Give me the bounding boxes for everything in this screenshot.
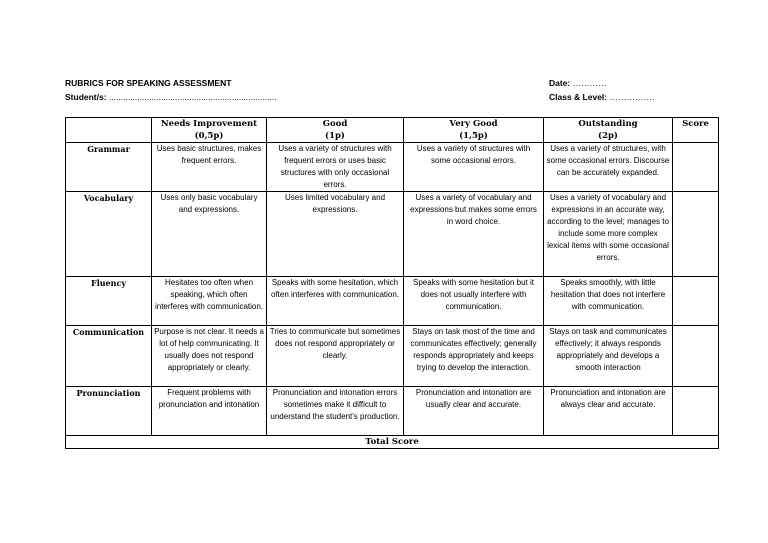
descriptor-cell: Frequent problems with pronunciation and intonation xyxy=(152,387,267,436)
descriptor-cell: Speaks with some hesitation but it does not usually interfere with communication. xyxy=(404,277,544,326)
date-label: Date: xyxy=(549,78,571,88)
descriptor-cell: Uses limited vocabulary and expressions. xyxy=(267,192,404,277)
column-points: (1p) xyxy=(325,131,345,141)
page-title: RUBRICS FOR SPEAKING ASSESSMENT xyxy=(65,78,232,88)
descriptor-cell: Speaks with some hesitation, which often interferes with communication. xyxy=(267,277,404,326)
criterion-cell: Pronunciation xyxy=(66,387,152,436)
student-field xyxy=(65,92,277,102)
class-level-field xyxy=(549,92,654,102)
score-cell[interactable] xyxy=(673,277,719,326)
descriptor-cell: Uses a variety of structures with some occasional errors. xyxy=(404,143,544,192)
class-label: Class & Level: xyxy=(549,92,608,102)
column-name: Needs Improvement xyxy=(160,119,258,129)
score-cell[interactable] xyxy=(673,387,719,436)
total-row xyxy=(66,436,719,449)
date-value: ………… xyxy=(572,78,607,88)
descriptor-cell: Uses a variety of structures, with some occasional errors. Discourse can be accurately expanded. xyxy=(544,143,673,192)
criterion-cell: Communication xyxy=(66,326,152,387)
score-cell[interactable] xyxy=(673,192,719,277)
descriptor-cell: Hesitates too often when speaking, which often interferes with communication. xyxy=(152,277,267,326)
student-label: Student/s: xyxy=(65,92,107,102)
column-name: Good xyxy=(322,119,348,129)
descriptor-cell: Stays on task and communicates effectively; it always responds appropriately and develops a smooth interaction xyxy=(544,326,673,387)
column-header xyxy=(404,118,544,143)
criterion-cell: Vocabulary xyxy=(66,192,152,277)
table-row xyxy=(66,192,719,277)
descriptor-cell: Uses a variety of vocabulary and expressions in an accurate way, according to the level; manages to include some more complex lexical items with some occasional errors. xyxy=(544,192,673,277)
column-header xyxy=(152,118,267,143)
column-name: Outstanding xyxy=(578,119,638,129)
corner-cell xyxy=(66,118,152,143)
table-row xyxy=(66,326,719,387)
criterion-cell: Fluency xyxy=(66,277,152,326)
date-field xyxy=(549,78,607,88)
descriptor-cell: Uses a variety of vocabulary and expressions but makes some errors in word choice. xyxy=(404,192,544,277)
criterion-cell: Grammar xyxy=(66,143,152,192)
score-cell[interactable] xyxy=(673,326,719,387)
descriptor-cell: Pronunciation and intonation errors sometimes make it difficult to understand the student's production. xyxy=(267,387,404,436)
descriptor-cell: Stays on task most of the time and communicates effectively; generally responds appropriately and keeps trying to develop the interaction. xyxy=(404,326,544,387)
column-points: (0,5p) xyxy=(194,131,224,141)
table-row xyxy=(66,277,719,326)
student-value: ....................................................................... xyxy=(108,92,277,102)
rubric-table xyxy=(65,117,719,449)
descriptor-cell: Uses basic structures, makes frequent errors. xyxy=(152,143,267,192)
total-score-label: Total Score xyxy=(66,436,719,449)
column-header xyxy=(267,118,404,143)
column-points: (2p) xyxy=(598,131,618,141)
score-cell[interactable] xyxy=(673,143,719,192)
descriptor-cell: Pronunciation and intonation are always clear and accurate. xyxy=(544,387,673,436)
column-name: Very Good xyxy=(449,119,498,129)
score-header: Score xyxy=(673,118,719,143)
descriptor-cell: Uses only basic vocabulary and expressions. xyxy=(152,192,267,277)
header-row xyxy=(66,118,719,143)
descriptor-cell: Pronunciation and intonation are usually clear and accurate. xyxy=(404,387,544,436)
table-row xyxy=(66,143,719,192)
table-row xyxy=(66,387,719,436)
descriptor-cell: Tries to communicate but sometimes does not respond appropriately or clearly. xyxy=(267,326,404,387)
descriptor-cell: Purpose is not clear. It needs a lot of help communicating. It usually does not respond appropriately or clearly. xyxy=(152,326,267,387)
descriptor-cell: Uses a variety of structures with frequent errors or uses basic structures with only occasional errors. xyxy=(267,143,404,192)
class-value: ……………. xyxy=(609,92,655,102)
column-points: (1,5p) xyxy=(459,131,488,141)
column-header xyxy=(544,118,673,143)
descriptor-cell: Speaks smoothly, with little hesitation that does not interfere with communication. xyxy=(544,277,673,326)
